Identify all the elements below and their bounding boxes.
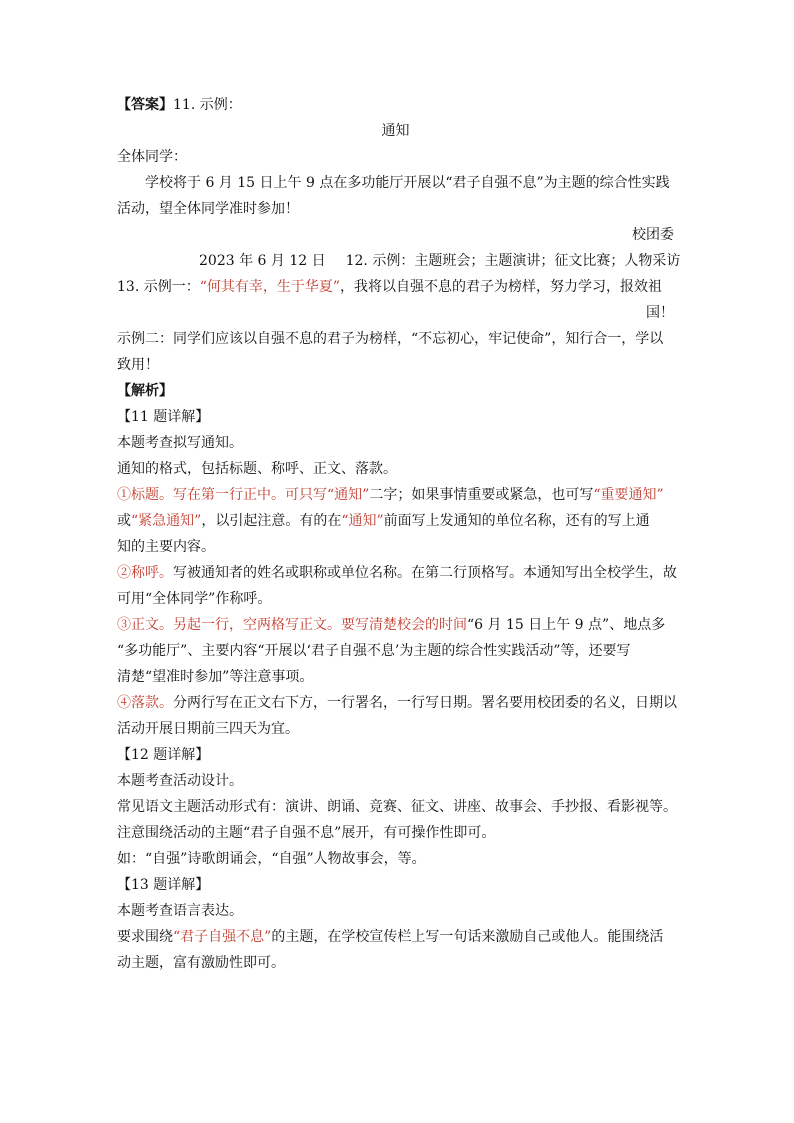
notice-signer: 校团委 [632,227,674,243]
item1-line2-c: 前面写上发通知的单位名称，还有的写上通 [383,513,650,529]
q13-heading: 【13 题详解】 [117,877,210,893]
item1-line2-a: 或 [117,513,131,529]
q12-heading: 【12 题详解】 [117,747,210,763]
answer-label: 【答案】 [117,97,173,113]
q12-line3: 注意围绕活动的主题“君子自强不息”展开，有可操作性即可。 [117,825,496,841]
item1-red3: “重要通知” [593,487,664,503]
item1-red5: “通知” [341,513,384,529]
item1-line2-b: ，以引起注意。有的在 [201,513,342,529]
q13-line1: 本题考查语言表达。 [117,903,243,919]
item4-red: ④落款。 [117,695,173,711]
q13-quote: “何其有幸，生于华夏” [199,279,341,295]
item3-line2: “多功能厅”、主要内容“开展以‘君子自强不息’为主题的综合性实践活动”等，还要写 [117,643,631,659]
q13-prefix: 13. 示例一： [117,279,200,295]
analysis-label: 【解析】 [117,383,173,399]
item2-line1 [117,560,677,586]
q13-line2-a: 要求围绕 [117,929,173,945]
item1-line2 [117,508,674,534]
q13-line2-red: “君子自强不息” [173,929,272,945]
item2-red: ②称呼。 [117,565,173,581]
q13-rest: ，我将以自强不息的君子为榜样，努力学习，报效祖 [340,279,663,295]
q12-line1: 本题考查活动设计。 [117,773,243,789]
item2-line2: 可用“全体同学”作称呼。 [117,591,272,607]
q11-line1: 本题考查拟写通知。 [117,435,243,451]
answer-content [117,92,681,976]
item4-text: 分两行写在正文右下方，一行署名，一行写日期。署名要用校团委的名义，日期以 [173,695,677,711]
q11-intro: 11. 示例： [173,97,242,113]
item1-red4: “紧急通知” [131,513,202,529]
item3-text: “6 月 15 日上午 9 点”、地点多 [467,617,666,633]
answer-q11-line [117,92,674,118]
item4-line2: 活动开展日期前三四天为宜。 [117,721,299,737]
date-and-q12-line [117,248,681,274]
notice-date: 2023 年 6 月 12 日 [199,253,326,269]
example2-line2: 致用！ [117,357,159,373]
item2-text: 写被通知者的姓名或职称或单位名称。在第二行顶格写。本通知写出全校学生，故 [173,565,677,581]
q13-example1-end: 国！ [646,305,674,321]
notice-body-line1: 学校将于 6 月 15 日上午 9 点在多功能厅开展以“君子自强不息”为主题的综合性实践 [145,175,670,191]
q11-heading: 【11 题详解】 [117,409,210,425]
notice-greeting: 全体同学： [117,149,187,165]
q12-line2: 常见语文主题活动形式有：演讲、朗诵、竞赛、征文、讲座、故事会、手抄报、看影视等。 [117,799,677,815]
item1-line3: 知的主要内容。 [117,539,215,555]
item3-line1 [117,612,674,638]
item1-rest1: 二字；如果事情重要或紧急，也可写 [369,487,594,503]
q13-line3: 动主题，富有激励性即可。 [117,955,285,971]
item3-red: ③正文。另起一行，空两格写正文。要写清楚校会的时间 [117,617,467,633]
q13-example1-line [117,274,674,300]
item4-line1 [117,690,677,716]
notice-body-line2: 活动，望全体同学准时参加！ [117,201,299,217]
notice-title: 通知 [381,123,410,139]
item1-red1: ①标题。写在第一行正中。可只写 [117,487,327,503]
item1-line1 [117,482,674,508]
q12-line4: 如：“自强”诗歌朗诵会，“自强”人物故事会，等。 [117,851,426,867]
example2-line1: 示例二：同学们应该以自强不息的君子为榜样，“不忘初心，牢记使命”，知行合一，学以 [117,331,664,347]
q11-line2: 通知的格式，包括标题、称呼、正文、落款。 [117,461,397,477]
q13-line2-b: 的主题，在学校宣传栏上写一句话来激励自己或他人。能围绕活 [271,929,664,945]
item1-red2: “通知” [327,487,370,503]
q12-answer: 12. 示例：主题班会；主题演讲；征文比赛；人物采访 [345,253,681,269]
item3-line3: 清楚“望准时参加”等注意事项。 [117,669,314,685]
q13-line2 [117,924,674,950]
